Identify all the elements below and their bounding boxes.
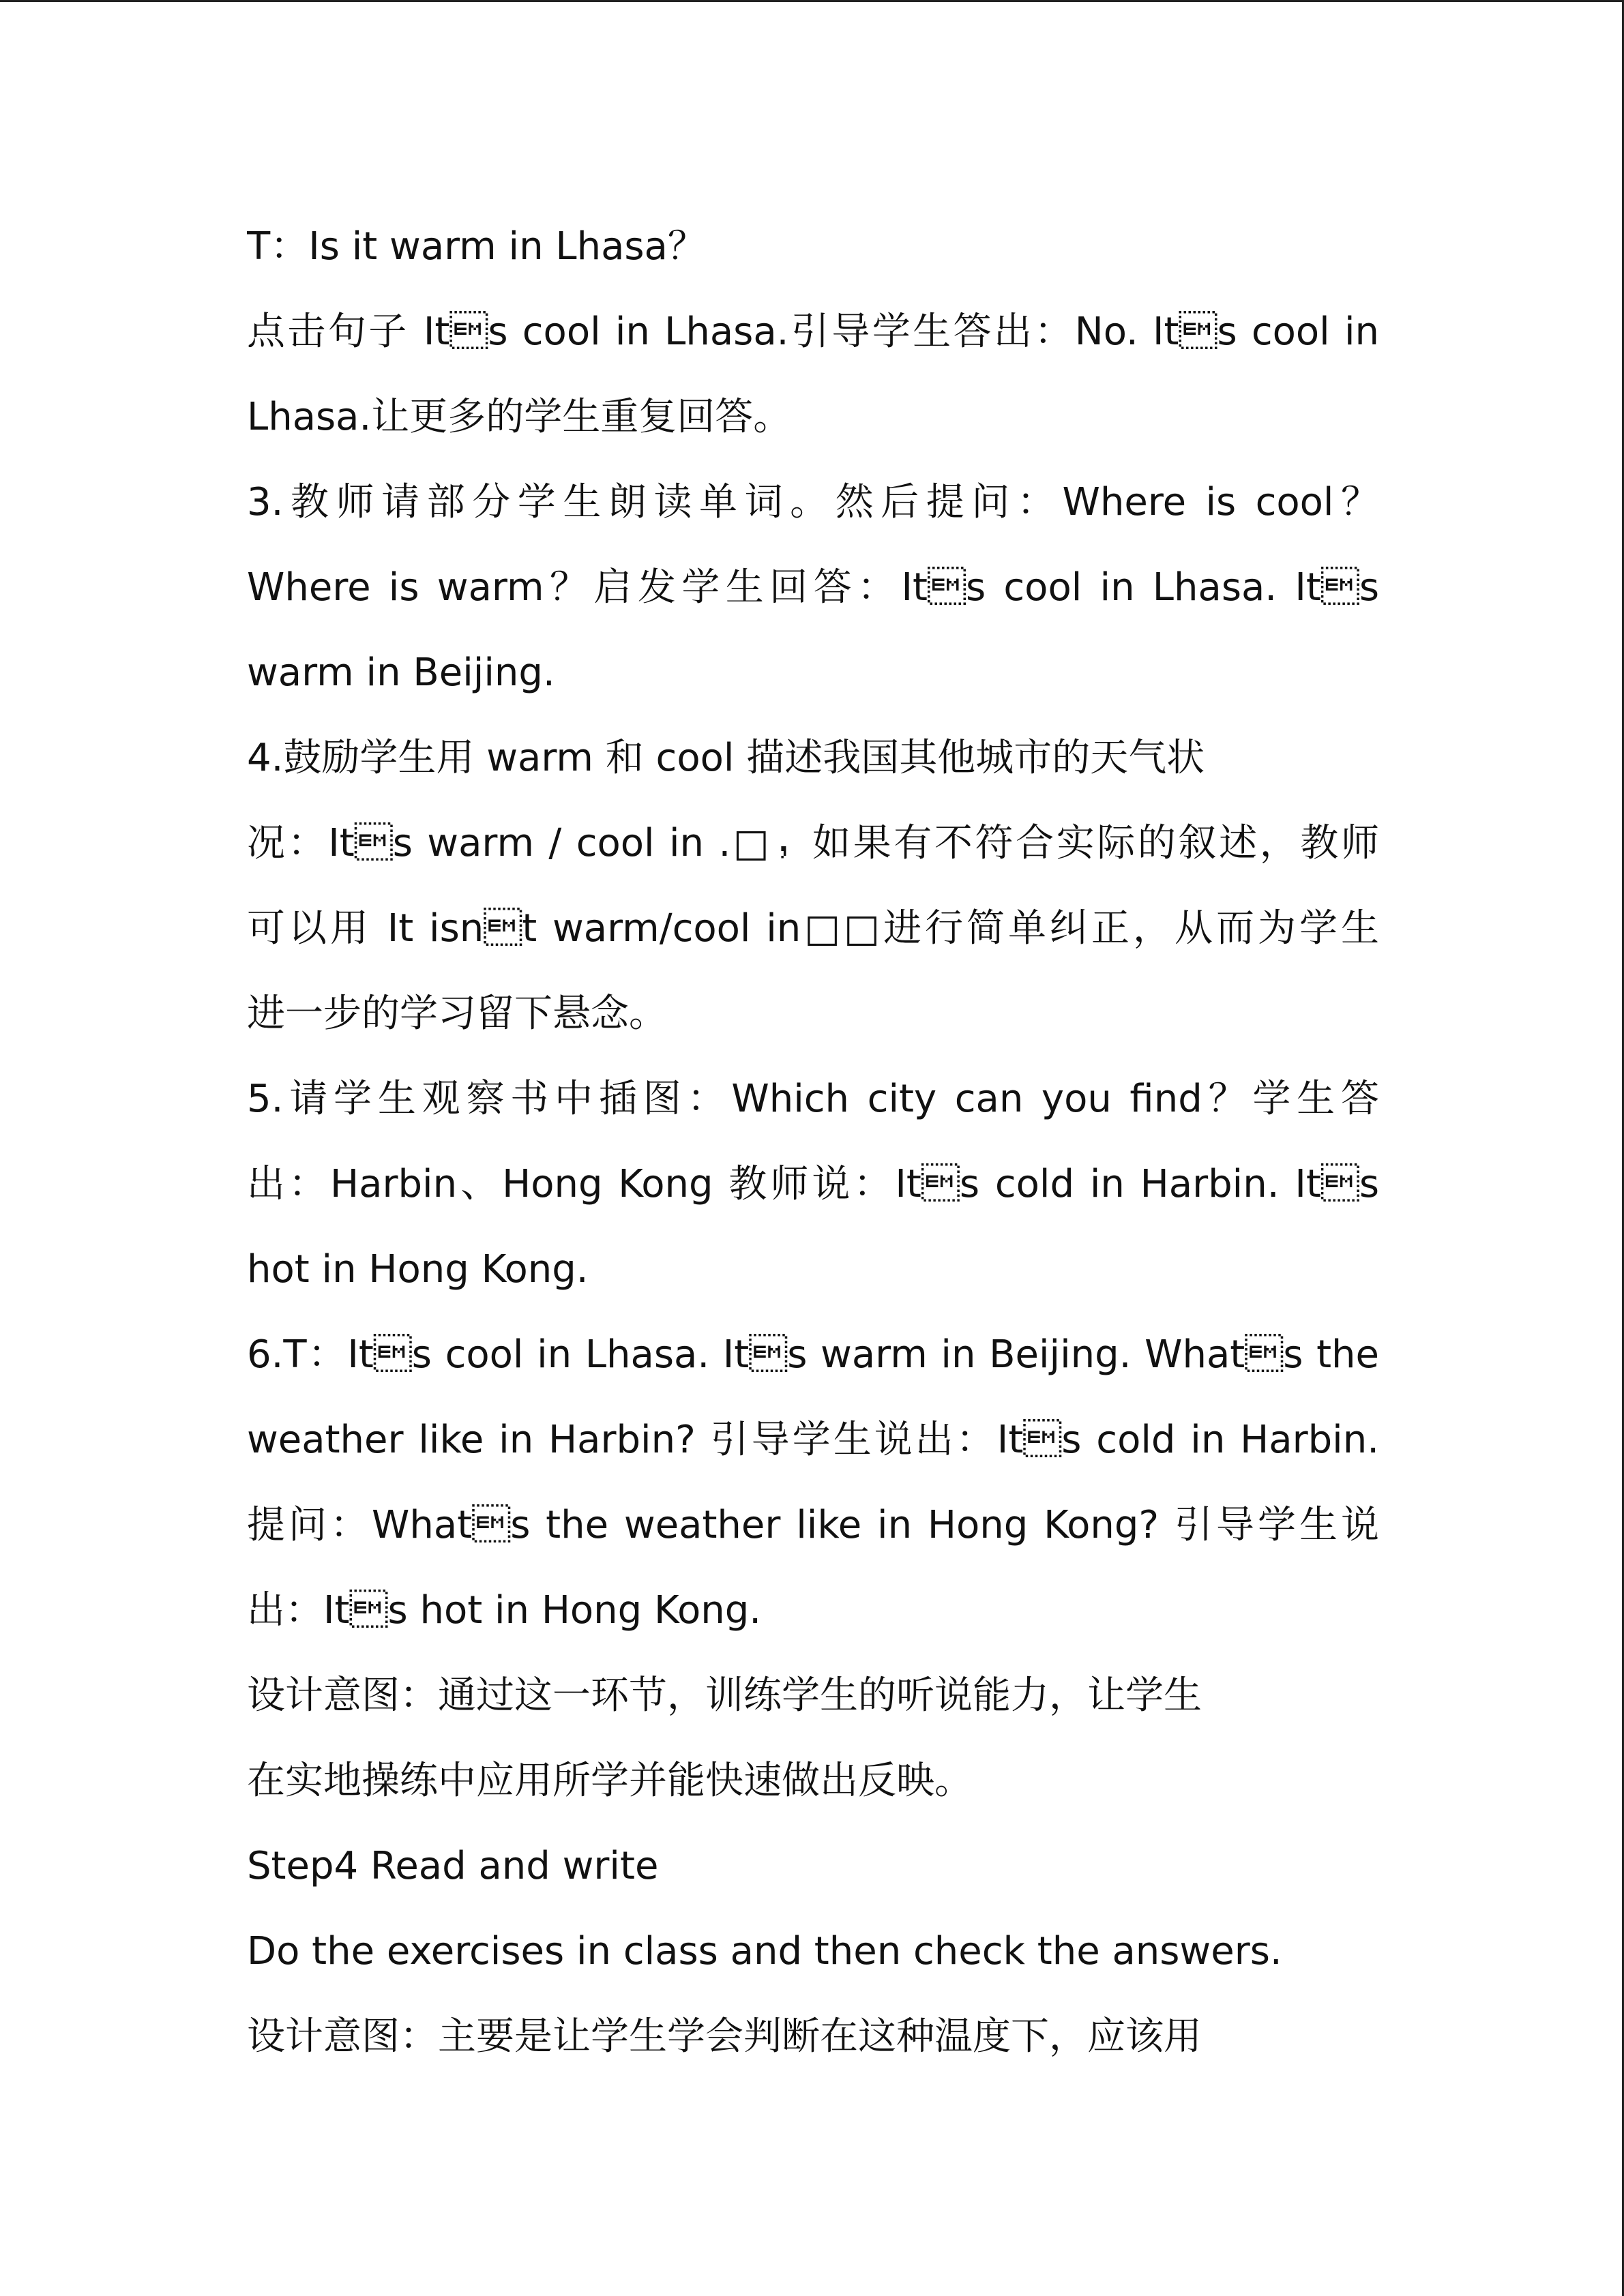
- text-line: Do the exercises in class and then check the answers.: [247, 1929, 1282, 1973]
- text-line: 况：Its warm / cool in .□，如果有不符合实际的叙述，教师: [247, 821, 1379, 865]
- text-line: 在实地操练中应用所学并能快速做出反映。: [247, 1759, 973, 1803]
- text-line: 进一步的学习留下悬念。: [247, 992, 667, 1036]
- section-heading: Step4 Read and write: [247, 1844, 659, 1888]
- text-line: 6.T：Its cool in Lhasa. Its warm in Beijing. Whats the: [247, 1332, 1379, 1377]
- text-line: 出：Harbin、Hong Kong 教师说：Its cold in Harbin. Its: [247, 1162, 1379, 1206]
- text-line: T：Is it warm in Lhasa？: [247, 224, 706, 269]
- text-line: 设计意图：主要是让学生学会判断在这种温度下，应该用: [247, 2014, 1202, 2059]
- text-line: hot in Hong Kong.: [247, 1247, 589, 1292]
- text-line: weather like in Harbin? 引导学生说出：Its cold in Harbin.: [247, 1418, 1379, 1462]
- text-line: 提问：Whats the weather like in Hong Kong? 引导学生说: [247, 1503, 1379, 1547]
- text-line: 点击句子 Its cool in Lhasa.引导学生答出：No. Its cool in: [247, 310, 1379, 354]
- text-line: 4.鼓励学生用 warm 和 cool 描述我国其他城市的天气状: [247, 736, 1205, 780]
- text-line: 5.请学生观察书中插图：Which city can you find？学生答: [247, 1077, 1379, 1121]
- text-line: warm in Beijing.: [247, 651, 555, 695]
- text-line: Where is warm？启发学生回答：Its cool in Lhasa. Its: [247, 565, 1379, 610]
- text-line: 设计意图：通过这一环节，训练学生的听说能力，让学生: [247, 1673, 1202, 1718]
- text-line: 可以用 It isnt warm/cool in□□进行简单纠正，从而为学生: [247, 906, 1379, 951]
- document-body: [247, 204, 1379, 2079]
- text-line: Lhasa.让更多的学生重复回答。: [247, 395, 792, 439]
- text-line: 出：Its hot in Hong Kong.: [247, 1588, 762, 1632]
- text-line: 3.教师请部分学生朗读单词。然后提问：Where is cool？: [247, 480, 1379, 524]
